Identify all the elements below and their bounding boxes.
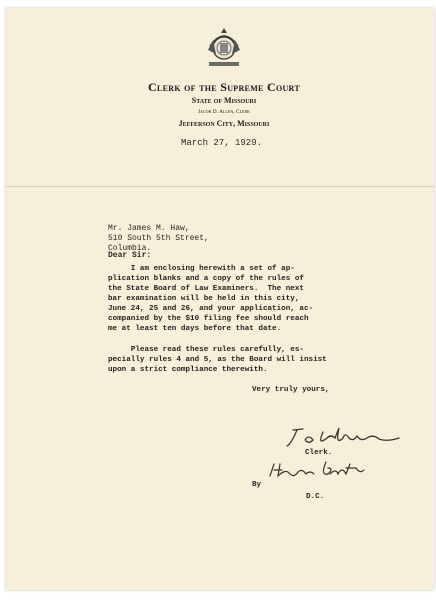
- paper-fold-line: [6, 186, 434, 187]
- letterhead-state: State of Missouri: [191, 96, 257, 105]
- clerk-signature: [283, 424, 403, 452]
- recipient-name: Mr. James M. Haw,: [108, 224, 190, 233]
- by-label: By: [252, 481, 262, 489]
- deputy-clerk-title: D.C.: [306, 493, 325, 501]
- letter-date: March 27, 1929.: [181, 138, 263, 148]
- letterhead-clerk-name: Jacob D. Allen, Clerk: [197, 109, 251, 115]
- letterhead-office: Clerk of the Supreme Court: [148, 80, 300, 94]
- deputy-clerk-signature: [264, 458, 376, 484]
- closing: Very truly yours,: [252, 386, 330, 394]
- recipient-city: Columbia.: [108, 244, 152, 253]
- missouri-state-seal-icon: [204, 24, 244, 70]
- letterhead-city: Jefferson City, Missouri: [178, 119, 270, 128]
- clerk-title: Clerk.: [305, 449, 333, 457]
- recipient-street: 510 South 5th Street,: [108, 234, 209, 243]
- body-paragraph-2: Please read these rules carefully, es- pecially rules 4 and 5, as the Board will insist upon a strict compliance therewith.: [108, 346, 327, 374]
- salutation: Dear Sir:: [108, 251, 152, 260]
- body-paragraph-1: I am enclosing herewith a set of ap- plication blanks and a copy of the rules of the State Board of Law Examiners. The next bar examination will be held in this city, June 24, 25 and 26, and your application, ac- companied by the $10 filing fee should reach me at least ten days before that date.: [108, 265, 314, 333]
